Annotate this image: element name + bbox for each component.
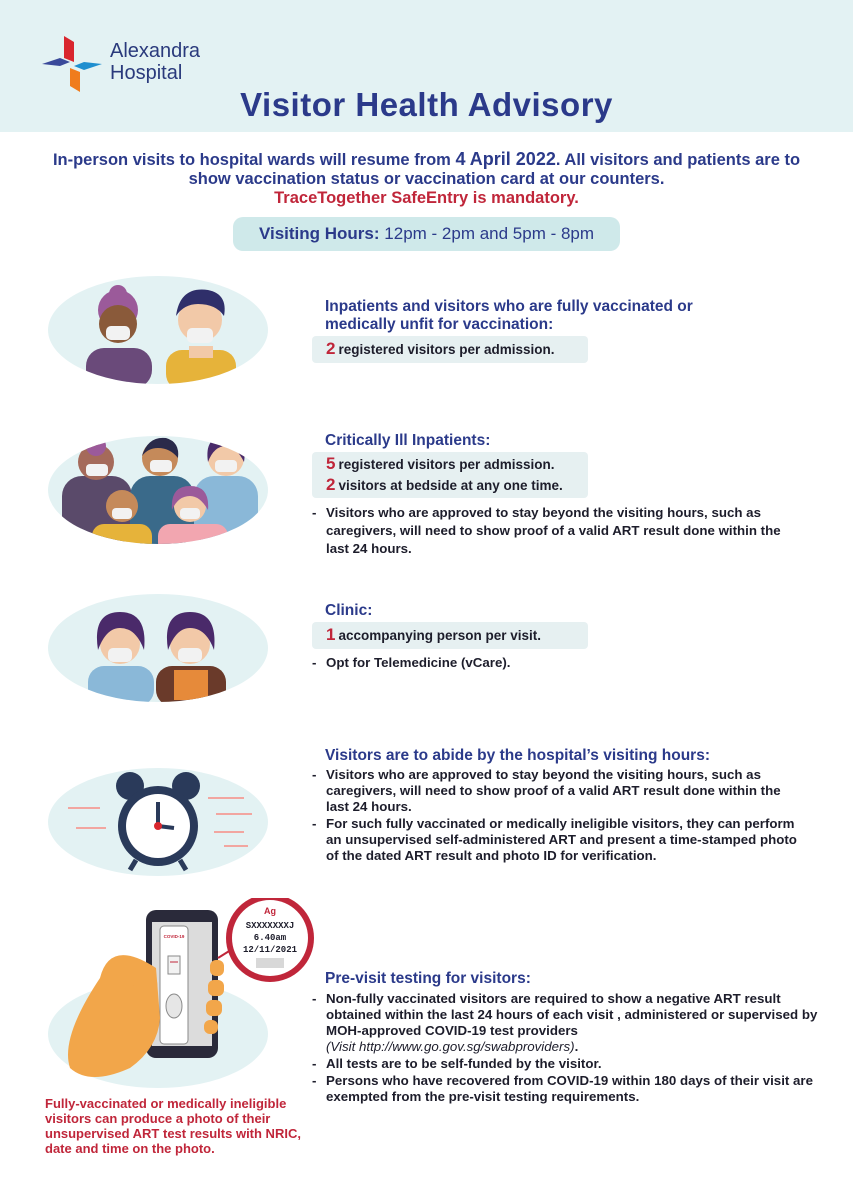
clinic-visitor-count: 1 bbox=[326, 625, 336, 644]
clinic-bullets bbox=[312, 655, 832, 672]
vaccinated-title-line1: Inpatients and visitors who are fully vaccinated or bbox=[325, 298, 693, 315]
two-women-icon bbox=[48, 594, 268, 702]
visitor-count: 2 bbox=[326, 339, 336, 358]
bullet-dash: - bbox=[312, 505, 317, 520]
list-item bbox=[312, 1056, 832, 1072]
illustration-alarm-clock bbox=[48, 768, 268, 876]
header-banner bbox=[0, 0, 853, 132]
list-item bbox=[312, 991, 832, 1055]
bullet-dash: - bbox=[312, 1073, 317, 1088]
intro-text-after: . All visitors and patients are to show vaccination status or vaccination card at our counters. bbox=[188, 151, 801, 188]
bullet-dash: - bbox=[312, 767, 317, 782]
clinic-section-title: Clinic: bbox=[325, 602, 373, 619]
vaccinated-section-title bbox=[325, 298, 693, 334]
pretest-bullet-3: Persons who have recovered from COVID-19 within 180 days of their visit are exempted from the pre-visit testing requirements. bbox=[326, 1073, 813, 1104]
illustration-family-group bbox=[48, 436, 268, 544]
vaccinated-visitor-limit bbox=[312, 336, 588, 363]
kit-label-text: COVID-19 bbox=[163, 934, 185, 939]
hours-bullets bbox=[312, 767, 802, 865]
clinic-visitor-text: accompanying person per visit. bbox=[338, 628, 542, 643]
critical-bedside-text: visitors at bedside at any one time. bbox=[338, 478, 563, 493]
critical-registered-count: 5 bbox=[326, 454, 336, 473]
pretest-bullet-2: All tests are to be self-funded by the visitor. bbox=[326, 1056, 602, 1071]
visitor-limit-text: registered visitors per admission. bbox=[338, 342, 555, 357]
zoom-time-text: 6.40am bbox=[253, 933, 287, 943]
pretest-bullet-1: Non-fully vaccinated visitors are required to show a negative ART result obtained within the last 24 hours of each visit , administered or supervised by MOH-approved COVID-19 test providers bbox=[326, 991, 818, 1038]
list-item bbox=[312, 655, 832, 671]
intro-date: 4 April 2022 bbox=[455, 149, 556, 169]
critical-bedside-count: 2 bbox=[326, 475, 336, 494]
critical-bedside-limit bbox=[326, 475, 588, 496]
hospital-name bbox=[110, 40, 200, 84]
zoom-date-text: 12/11/2021 bbox=[242, 945, 298, 955]
bullet-dash: - bbox=[312, 655, 317, 670]
visiting-hours-value: 12pm - 2pm and 5pm - 8pm bbox=[384, 224, 595, 243]
critical-registered-limit bbox=[326, 454, 588, 475]
critical-visitor-limits bbox=[312, 452, 588, 498]
pretest-bullet-1-end: . bbox=[574, 1039, 579, 1054]
hospital-logo-icon bbox=[40, 34, 104, 94]
hours-bullet-2: For such fully vaccinated or medically ineligible visitors, they can perform an unsupervised self-administered ART and present a time-stamped photo of the dated ART result and photo ID for verification. bbox=[326, 816, 797, 863]
vaccinated-title-line2: medically unfit for vaccination: bbox=[325, 316, 554, 333]
hospital-name-line2: Hospital bbox=[110, 62, 183, 84]
bullet-dash: - bbox=[312, 991, 317, 1006]
list-item bbox=[312, 504, 782, 558]
critical-bullet-text: Visitors who are approved to stay beyond the visiting hours, such as caregivers, will need to show proof of a valid ART result done within the last 24 hours. bbox=[326, 505, 781, 556]
critical-registered-text: registered visitors per admission. bbox=[338, 457, 555, 472]
clinic-visitor-limit bbox=[312, 622, 588, 649]
bullet-dash: - bbox=[312, 1056, 317, 1071]
pretest-section-title: Pre-visit testing for visitors: bbox=[325, 970, 531, 987]
swab-providers-note: (Visit http://www.go.gov.sg/swabproviders) bbox=[326, 1039, 575, 1054]
safeentry-notice: TraceTogether SafeEntry is mandatory. bbox=[274, 189, 579, 207]
intro-text bbox=[30, 150, 823, 208]
hours-bullet-1: Visitors who are approved to stay beyond the visiting hours, such as caregivers, will need to show proof of a valid ART result done within the last 24 hours. bbox=[326, 767, 781, 814]
masked-people-icon bbox=[48, 276, 268, 384]
visiting-hours-badge bbox=[233, 217, 620, 251]
illustration-clinic-pair bbox=[48, 594, 268, 702]
list-item bbox=[312, 1073, 832, 1105]
critical-bullets bbox=[312, 504, 782, 559]
bullet-dash: - bbox=[312, 816, 317, 831]
intro-text-before: In-person visits to hospital wards will resume from bbox=[52, 151, 456, 169]
list-item bbox=[312, 816, 802, 864]
critical-section-title: Critically Ill Inpatients: bbox=[325, 432, 491, 449]
art-photo-caption: Fully-vaccinated or medically ineligible visitors can produce a photo of their unsupervised ART test results with NRIC, date and time on the photo. bbox=[45, 1096, 301, 1156]
zoom-id-text: SXXXXXXXJ bbox=[245, 921, 295, 931]
group-of-people-icon bbox=[48, 436, 268, 544]
hospital-name-line1: Alexandra bbox=[110, 40, 201, 62]
zoom-ag-text: Ag bbox=[264, 906, 276, 916]
page-title: Visitor Health Advisory bbox=[240, 86, 613, 123]
pretest-bullets bbox=[312, 991, 832, 1106]
visiting-hours-label: Visiting Hours: bbox=[258, 224, 380, 243]
alarm-clock-icon bbox=[48, 768, 268, 876]
clinic-bullet-text: Opt for Telemedicine (vCare). bbox=[326, 655, 511, 670]
hours-section-title: Visitors are to abide by the hospital’s visiting hours: bbox=[325, 747, 710, 764]
illustration-two-visitors bbox=[48, 276, 268, 384]
phone-art-photo-illustration bbox=[60, 898, 320, 1094]
list-item bbox=[312, 767, 802, 815]
